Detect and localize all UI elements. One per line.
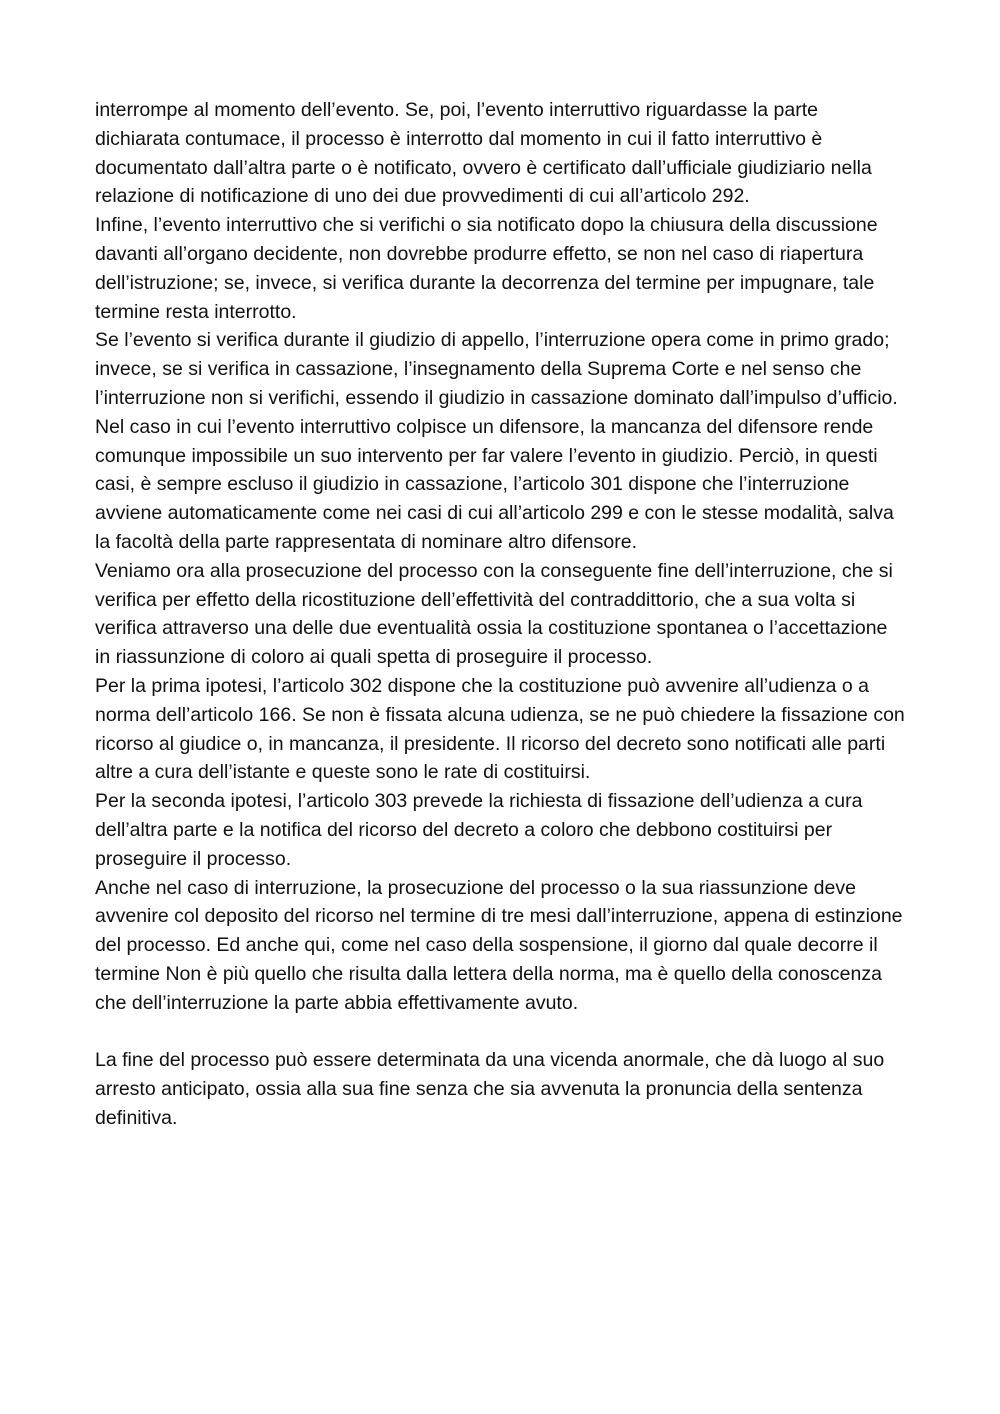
paragraph-event-after-closure: Infine, l’evento interruttivo che si verifichi o sia notificato dopo la chiusura della discussione davanti all’organo decidente, non dovrebbe produrre effetto, se non nel caso di riapertura dell’istruzione; se, invece, si verifica durante la decorrenza del termine per impugnare, tale termine resta interrotto. (95, 214, 878, 323)
paragraph-appeal-cassation: Se l’evento si verifica durante il giudizio di appello, l’interruzione opera come in primo grado; invece, se si verifica in cassazione, l’insegnamento della Suprema Corte e nel senso che l’interruzione non si verifichi, essendo il giudizio in cassazione dominato dall’impulso d’ufficio. (95, 329, 898, 409)
paragraph-interruption-moment: interrompe al momento dell’evento. Se, poi, l’evento interruttivo riguardasse la parte dichiarata contumace, il processo è interrotto dal momento in cui il fatto interruttivo è documentato dall’altra parte o è notificato, ovvero è certificato dall’ufficiale giudiziario nella relazione di notificazione di uno dei due provvedimenti di cui all’articolo 292. (95, 99, 872, 208)
paragraph-defender-event: Nel caso in cui l’evento interruttivo colpisce un difensore, la mancanza del difensore rende comunque impossibile un suo intervento per far valere l’evento in giudizio. Perciò, in questi casi, è sempre escluso il giudizio in cassazione, l’articolo 301 dispone che l’interruzione avviene automaticamente come nei casi di cui all’articolo 299 e con le stesse modalità, salva la facoltà della parte rappresentata di nominare altro difensore. (95, 415, 894, 553)
paragraph-prosecution-of-process: Veniamo ora alla prosecuzione del processo con la conseguente fine dell’interruzione, che si verifica per effetto della ricostituzione dell’effettività del contraddittorio, che a sua volta si verifica attraverso una delle due eventualità ossia la costituzione spontanea o l’accettazione in riassunzione di coloro ai quali spetta di proseguire il processo. (95, 559, 893, 669)
paragraph-spacer (95, 1018, 905, 1047)
paragraph-resumption-deadline: Anche nel caso di interruzione, la prosecuzione del processo o la sua riassunzione deve avvenire col deposito del ricorso nel termine di tre mesi dall’interruzione, appena di estinzione del processo. Ed anche qui, come nel caso della sospensione, il giorno dal quale decorre il termine Non è più quello che risulta dalla lettera della norma, ma è quello della conoscenza che dell’interruzione la parte abbia effettivamente avuto. (95, 876, 903, 1014)
document-body (95, 96, 905, 1133)
paragraph-second-hypothesis: Per la seconda ipotesi, l’articolo 303 prevede la richiesta di fissazione dell’udienza a cura dell’altra parte e la notifica del ricorso del decreto a coloro che debbono costituirsi per proseguire il processo. (95, 790, 863, 870)
paragraph-end-of-process: La fine del processo può essere determinata da una vicenda anormale, che dà luogo al suo arresto anticipato, ossia alla sua fine senza che sia avvenuta la pronuncia della sentenza definitiva. (95, 1049, 885, 1129)
paragraph-first-hypothesis: Per la prima ipotesi, l’articolo 302 dispone che la costituzione può avvenire all’udienza o a norma dell’articolo 166. Se non è fissata alcuna udienza, se ne può chiedere la fissazione con ricorso al giudice o, in mancanza, il presidente. Il ricorso del decreto sono notificati alle parti altre a cura dell’istante e queste sono le rate di costituirsi. (95, 674, 905, 784)
